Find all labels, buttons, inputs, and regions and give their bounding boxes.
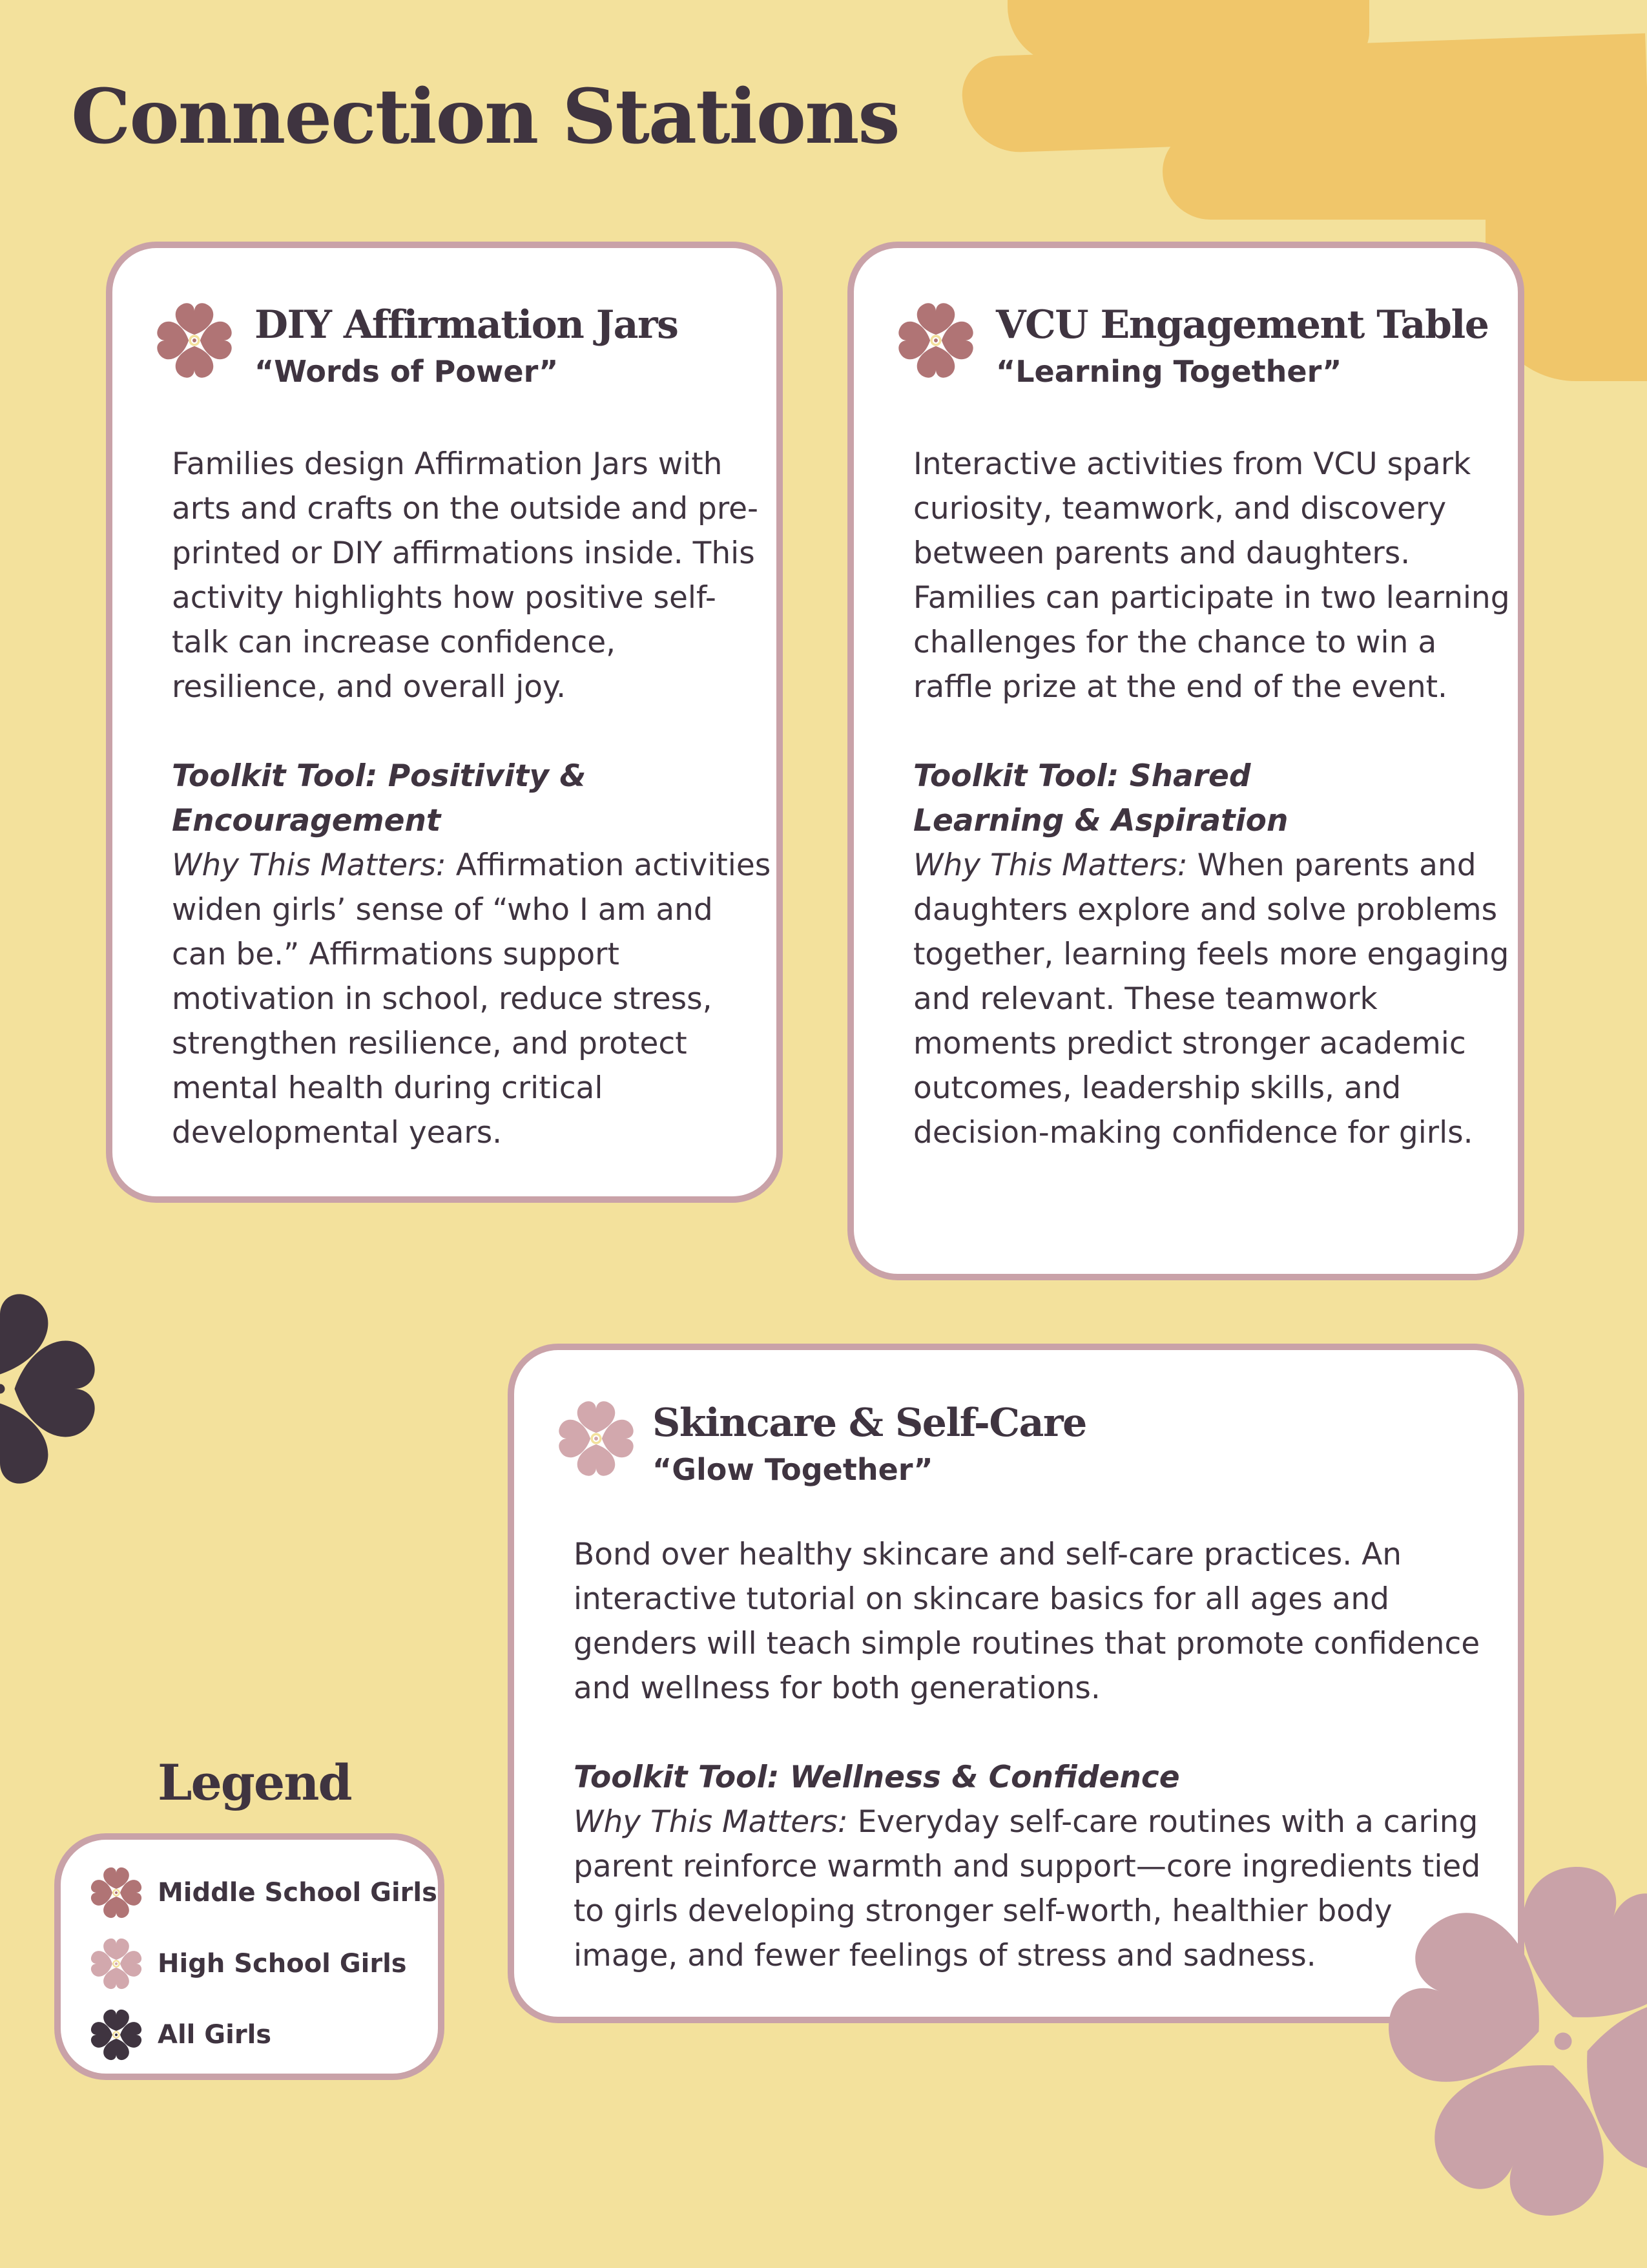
station-body [913,442,1514,1155]
station-title: DIY Affirmation Jars [254,302,678,348]
why-text: When parents and daughters explore and solve problems together, learning feels more engaging and relevant. These teamwork moments predict stronger academic outcomes, leadership skills, and decision-making confidence for girls. [913,848,1509,1150]
legend-label: Middle School Girls [158,1878,437,1908]
station-title: Skincare & Self-Care [652,1400,1086,1446]
station-body [172,442,772,1155]
station-subtitle: “Words of Power” [254,354,559,389]
why-label: Why This Matters: [172,848,446,883]
flower-icon [90,2009,142,2061]
station-description: Interactive activities from VCU spark curiosity, teamwork, and discovery between parents and daughters. Families can participate in two learning challenges for the chance to win a raffle prize at the end of the event. [913,446,1510,705]
why-label: Why This Matters: [913,848,1188,883]
toolkit-tool: Toolkit Tool: Shared Learning & Aspiration [913,758,1289,838]
station-body [574,1532,1491,1978]
flower-icon [898,302,974,379]
why-label: Why This Matters: [574,1804,848,1840]
brush-stroke-decoration [1163,129,1647,220]
flower-decoration-icon [0,1292,97,1486]
station-title: VCU Engagement Table [996,302,1489,348]
station-subtitle: “Glow Together” [652,1452,933,1487]
station-card-affirmation-jars [106,242,783,1203]
why-text: Affirmation activities widen girls’ sense of “who I am and can be.” Affirmations support motivation in school, reduce stress, strengthen resilience, and protect mental health during critical developmental years. [172,848,771,1150]
why-this-matters [172,843,772,1155]
page-title: Connection Stations [71,73,899,161]
legend-label: High School Girls [158,1949,407,1979]
why-this-matters [574,1800,1491,1978]
legend-label: All Girls [158,2020,272,2050]
why-text: Everyday self-care routines with a caring parent reinforce warmth and support—core ingredients tied to girls developing stronger self-worth, healthier body image, and fewer feelings of stress and sadness. [574,1804,1481,1973]
station-description: Bond over healthy skincare and self-care practices. An interactive tutorial on skincare basics for all ages and genders will teach simple routines that promote confidence and wellness for both generations. [574,1537,1480,1706]
toolkit-tool: Toolkit Tool: Wellness & Confidence [574,1760,1180,1795]
why-this-matters [913,843,1514,1155]
legend-title: Legend [158,1754,351,1811]
toolkit-tool: Toolkit Tool: Positivity & Encouragement [172,758,586,838]
station-card-vcu-engagement [847,242,1524,1280]
legend-box [54,1833,444,2080]
flower-icon [156,302,233,379]
flower-icon [90,1938,142,1990]
flower-icon [558,1400,634,1477]
station-description: Families design Affirmation Jars with arts and crafts on the outside and pre-printed or DIY affirmations inside. This activity highlights how positive self-talk can increase confidence, resilience, and overall joy. [172,446,759,705]
flower-icon [90,1867,142,1919]
station-card-skincare [508,1344,1524,2023]
station-subtitle: “Learning Together” [996,354,1342,389]
